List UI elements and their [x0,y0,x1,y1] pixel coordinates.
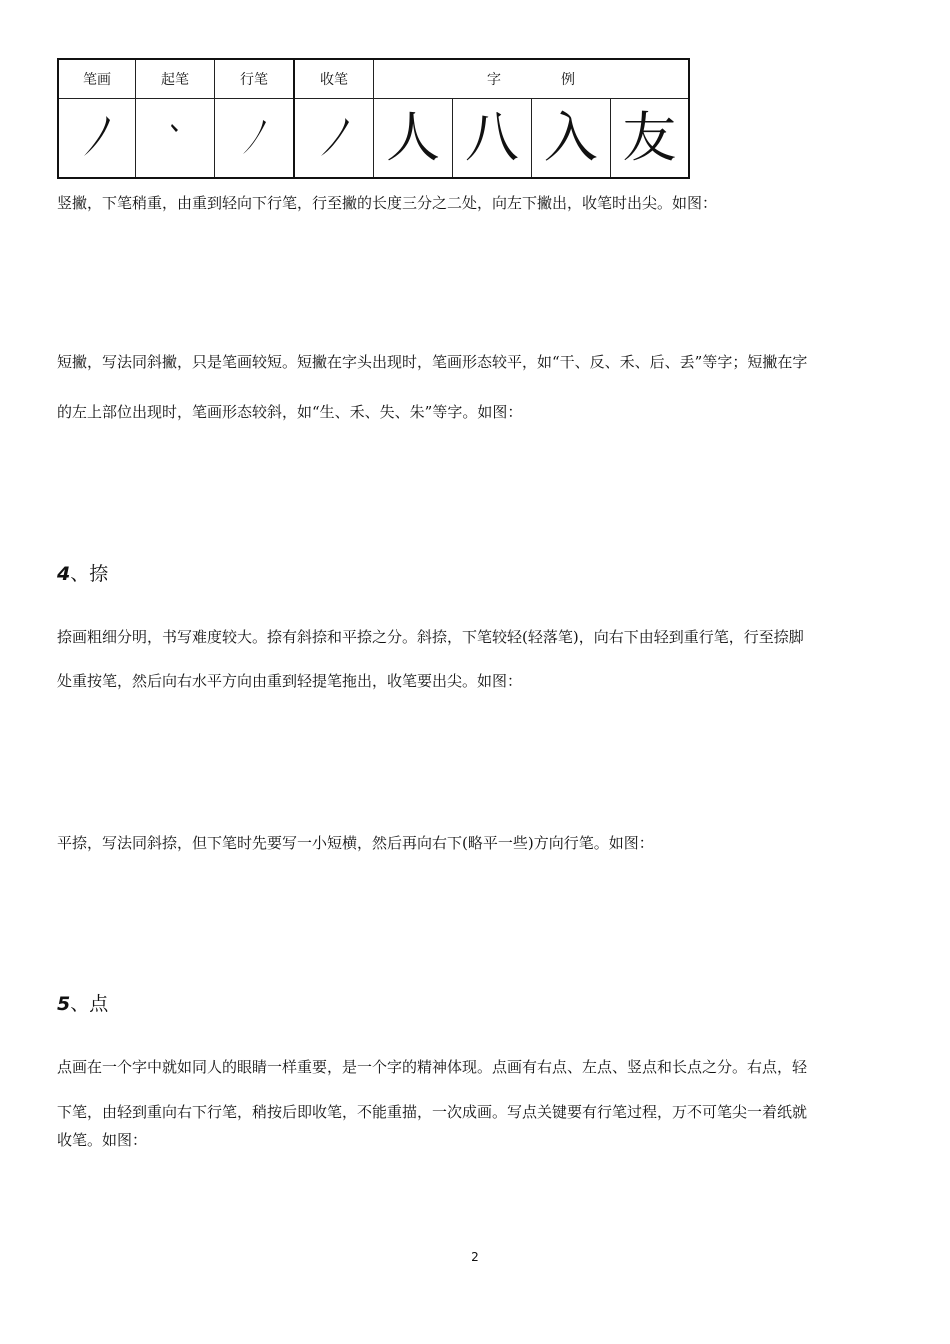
header-stroke: 笔画 [58,59,136,99]
stroke-table [57,58,690,179]
stroke-pie-glyph [58,99,136,179]
heading-dian-number: 5 [57,993,71,1015]
end-stroke-glyph [294,99,374,179]
header-end: 收笔 [294,59,374,99]
paragraph-vertical-pie: 竖撇，下笔稍重，由重到轻向下行笔，行至撇的长度三分之二处，向左下撇出，收笔时出尖。如图： [57,194,718,212]
heading-dian [57,990,108,1018]
paragraph-na-line1: 捺画粗细分明，书写难度较大。捺有斜捺和平捺之分。斜捺，下笔较轻(轻落笔)，向右下由轻到重行笔，行至捺脚 [57,628,804,646]
example-char-you: 友 [610,99,689,179]
page-number: 2 [471,1250,479,1264]
paragraph-na-line2: 处重按笔，然后向右水平方向由重到轻提笔拖出，收笔要出尖。如图： [57,672,523,690]
heading-na-text: 、捺 [70,563,109,585]
heading-na-number: 4 [57,563,71,585]
header-start: 起笔 [136,59,215,99]
paragraph-flat-na: 平捺，写法同斜捺，但下笔时先要写一小短横，然后再向右下(略平一些)方向行笔。如图： [57,834,654,852]
example-char-ren: 人 [374,99,453,179]
header-move: 行笔 [215,59,295,99]
table-header-row [58,59,689,99]
header-examples: 字例 [374,59,690,99]
paragraph-dian-line3: 收笔。如图： [57,1131,148,1149]
paragraph-short-pie-line2: 的左上部位出现时，笔画形态较斜，如“生、禾、失、朱”等字。如图： [57,403,523,421]
paragraph-dian-line1: 点画在一个字中就如同人的眼睛一样重要，是一个字的精神体现。点画有右点、左点、竖点和长点之分。右点，轻 [57,1058,808,1076]
table-glyph-row [58,99,689,179]
heading-na [57,560,108,588]
paragraph-short-pie-line1: 短撇，写法同斜撇，只是笔画较短。短撇在字头出现时，笔画形态较平，如“干、反、禾、后、丢”等字；短撇在字 [57,353,808,371]
paragraph-dian-line2: 下笔，由轻到重向右下行笔，稍按后即收笔，不能重描，一次成画。写点关键要有行笔过程，万不可笔尖一着纸就 [57,1103,808,1121]
example-char-ru: 入 [531,99,610,179]
example-char-ba: 八 [452,99,531,179]
move-stroke-glyph [215,99,295,179]
start-dot-glyph [136,99,215,179]
heading-dian-text: 、点 [70,993,109,1015]
